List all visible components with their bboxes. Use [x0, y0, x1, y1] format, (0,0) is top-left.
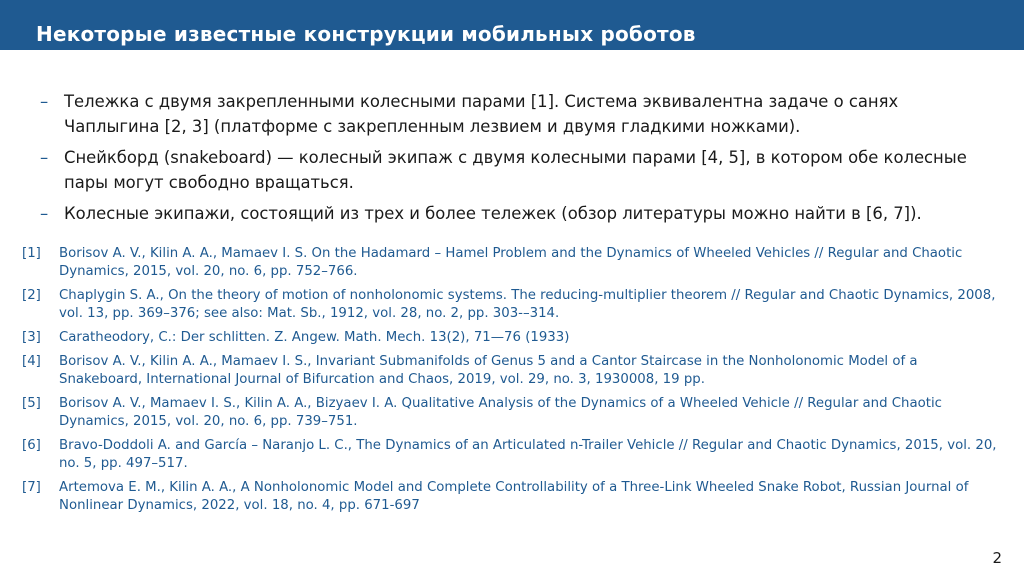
reference-number: [7] [22, 480, 41, 495]
reference-text: Borisov A. V., Kilin A. A., Mamaev I. S., Invariant Submanifolds of Genus 5 and a Cantor Staircase in the Nonholonomic Model of a Snakeboard, International Journal of Bifurcation and Chaos, 2019, vol. 29, no. 3, 1930008, 19 pp. [59, 354, 918, 387]
slide-title: Некоторые известные конструкции мобильных роботов [36, 22, 696, 46]
bullet-item [38, 202, 998, 227]
bullet-marker: – [40, 204, 49, 223]
bullet-text: Снейкборд (snakeboard) — колесный экипаж с двумя колесными парами [4, 5], в котором обе колесные пары могут свободно вращаться. [64, 148, 967, 192]
reference-number: [6] [22, 438, 41, 453]
reference-text: Chaplygin S. A., On the theory of motion of nonholonomic systems. The reducing-multiplier theorem // Regular and Chaotic Dynamics, 2008, vol. 13, pp. 369–376; see also: Mat. Sb., 1912, vol. 28, no. 2, pp. 303-–314. [59, 288, 996, 321]
page-number: 2 [992, 549, 1002, 567]
reference-text: Caratheodory, C.: Der schlitten. Z. Angew. Math. Mech. 13(2), 71—76 (1933) [59, 330, 570, 345]
reference-number: [3] [22, 330, 41, 345]
reference-list [22, 245, 1002, 521]
reference-item [22, 353, 1002, 389]
reference-text: Artemova E. M., Kilin A. A., A Nonholonomic Model and Complete Controllability of a Three-Link Wheeled Snake Robot, Russian Journal of Nonlinear Dynamics, 2022, vol. 18, no. 4, pp. 671-697 [59, 480, 969, 513]
reference-item [22, 329, 1002, 347]
bullet-marker: – [40, 92, 49, 111]
reference-item [22, 287, 1002, 323]
reference-item [22, 395, 1002, 431]
reference-number: [1] [22, 246, 41, 261]
bullet-marker: – [40, 148, 49, 167]
reference-text: Bravo-Doddoli A. and García – Naranjo L. C., The Dynamics of an Articulated n-Trailer Vehicle // Regular and Chaotic Dynamics, 2015, vol. 20, no. 5, pp. 497–517. [59, 438, 997, 471]
bullet-item [38, 146, 998, 195]
bullet-item [38, 90, 998, 139]
reference-item [22, 437, 1002, 473]
reference-text: Borisov A. V., Kilin A. A., Mamaev I. S. On the Hadamard – Hamel Problem and the Dynamics of Wheeled Vehicles // Regular and Chaotic Dynamics, 2015, vol. 20, no. 6, pp. 752–766. [59, 246, 963, 279]
bullet-list [38, 90, 998, 234]
bullet-text: Колесные экипажи, состоящий из трех и более тележек (обзор литературы можно найти в [6, 7]). [64, 204, 922, 223]
reference-item [22, 245, 1002, 281]
title-bar [0, 0, 1024, 50]
reference-number: [4] [22, 354, 41, 369]
reference-number: [5] [22, 396, 41, 411]
reference-number: [2] [22, 288, 41, 303]
reference-text: Borisov A. V., Mamaev I. S., Kilin A. A., Bizyaev I. A. Qualitative Analysis of the Dynamics of a Wheeled Vehicle // Regular and Chaotic Dynamics, 2015, vol. 20, no. 6, pp. 739–751. [59, 396, 942, 429]
reference-item [22, 479, 1002, 515]
bullet-text: Тележка с двумя закрепленными колесными парами [1]. Система эквивалентна задаче о санях Чаплыгина [2, 3] (платформе с закрепленным лезвием и двумя гладкими ножками). [64, 92, 899, 136]
